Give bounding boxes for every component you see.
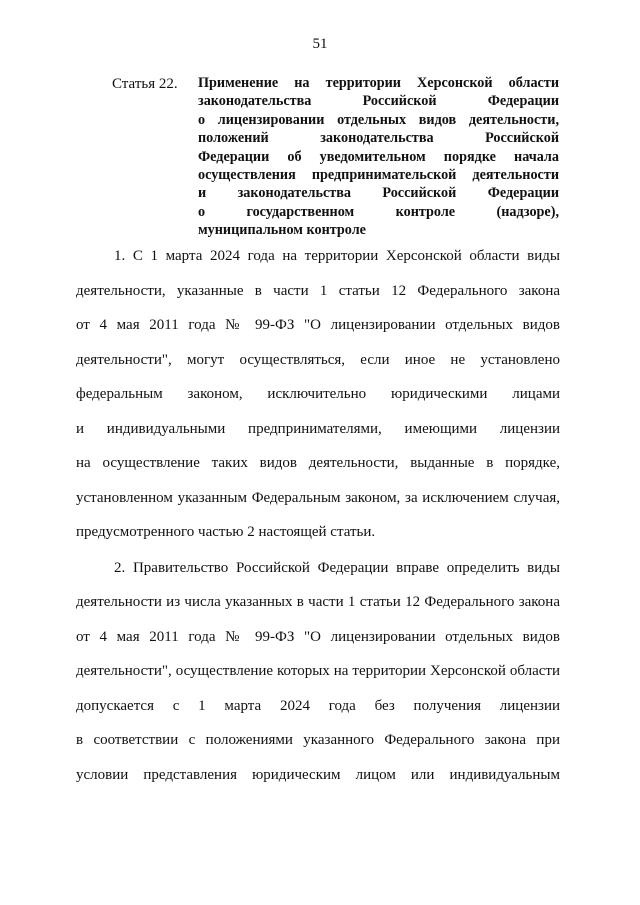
paragraph-line: деятельности, указанные в части 1 статьи 12 Федерального закона (76, 282, 560, 299)
paragraph-line: 2. Правительство Российской Федерации вправе определить виды (114, 559, 560, 576)
article-title-line: Федерации об уведомительном порядке начала (198, 148, 559, 165)
article-title-line: положений законодательства Российской (198, 130, 559, 147)
article-label: Статья 22. (112, 76, 178, 92)
paragraph-line: предусмотренного частью 2 настоящей статьи. (76, 524, 376, 540)
paragraph-line: на осуществление таких видов деятельности, выданные в порядке, (76, 455, 560, 471)
article-title-line: осуществления предпринимательской деятельности (198, 167, 559, 184)
article-title-line: о лицензировании отдельных видов деятельности, (198, 111, 559, 128)
paragraph-line: деятельности", могут осуществляться, если иное не установлено (76, 351, 560, 368)
paragraph-line: от 4 мая 2011 года № 99-ФЗ "О лицензировании отдельных видов (76, 317, 560, 333)
paragraph-line: деятельности", осуществление которых на территории Херсонской области (76, 663, 560, 679)
article-title (198, 74, 559, 240)
paragraph-line: и индивидуальными предпринимателями, имеющими лицензии (76, 420, 560, 437)
article-title-line: о государственном контроле (надзоре), (198, 203, 559, 220)
paragraph-line: 1. С 1 марта 2024 года на территории Херсонской области виды (114, 248, 560, 264)
paragraph-line: установленном указанным Федеральным законом, за исключением случая, (76, 489, 560, 506)
paragraph-2 (76, 556, 560, 798)
article-body (76, 244, 560, 797)
paragraph-line: условии представления юридическим лицом или индивидуальным (76, 766, 560, 783)
paragraph-line: деятельности из числа указанных в части 1 статьи 12 Федерального закона (76, 594, 560, 610)
paragraph-1 (76, 244, 560, 555)
page-number: 51 (312, 36, 328, 52)
paragraph-line: в соответствии с положениями указанного Федерального закона при (76, 732, 560, 748)
paragraph-line: допускается с 1 марта 2024 года без получения лицензии (76, 697, 560, 714)
article-title-line: Применение на территории Херсонской области (198, 75, 559, 91)
paragraph-line: федеральным законом, исключительно юридическими лицами (76, 386, 560, 402)
article-title-line: муниципальном контроле (198, 222, 366, 239)
article-title-line: законодательства Российской Федерации (198, 93, 559, 110)
paragraph-line: от 4 мая 2011 года № 99-ФЗ "О лицензировании отдельных видов (76, 628, 560, 645)
article-title-line: и законодательства Российской Федерации (198, 185, 559, 202)
